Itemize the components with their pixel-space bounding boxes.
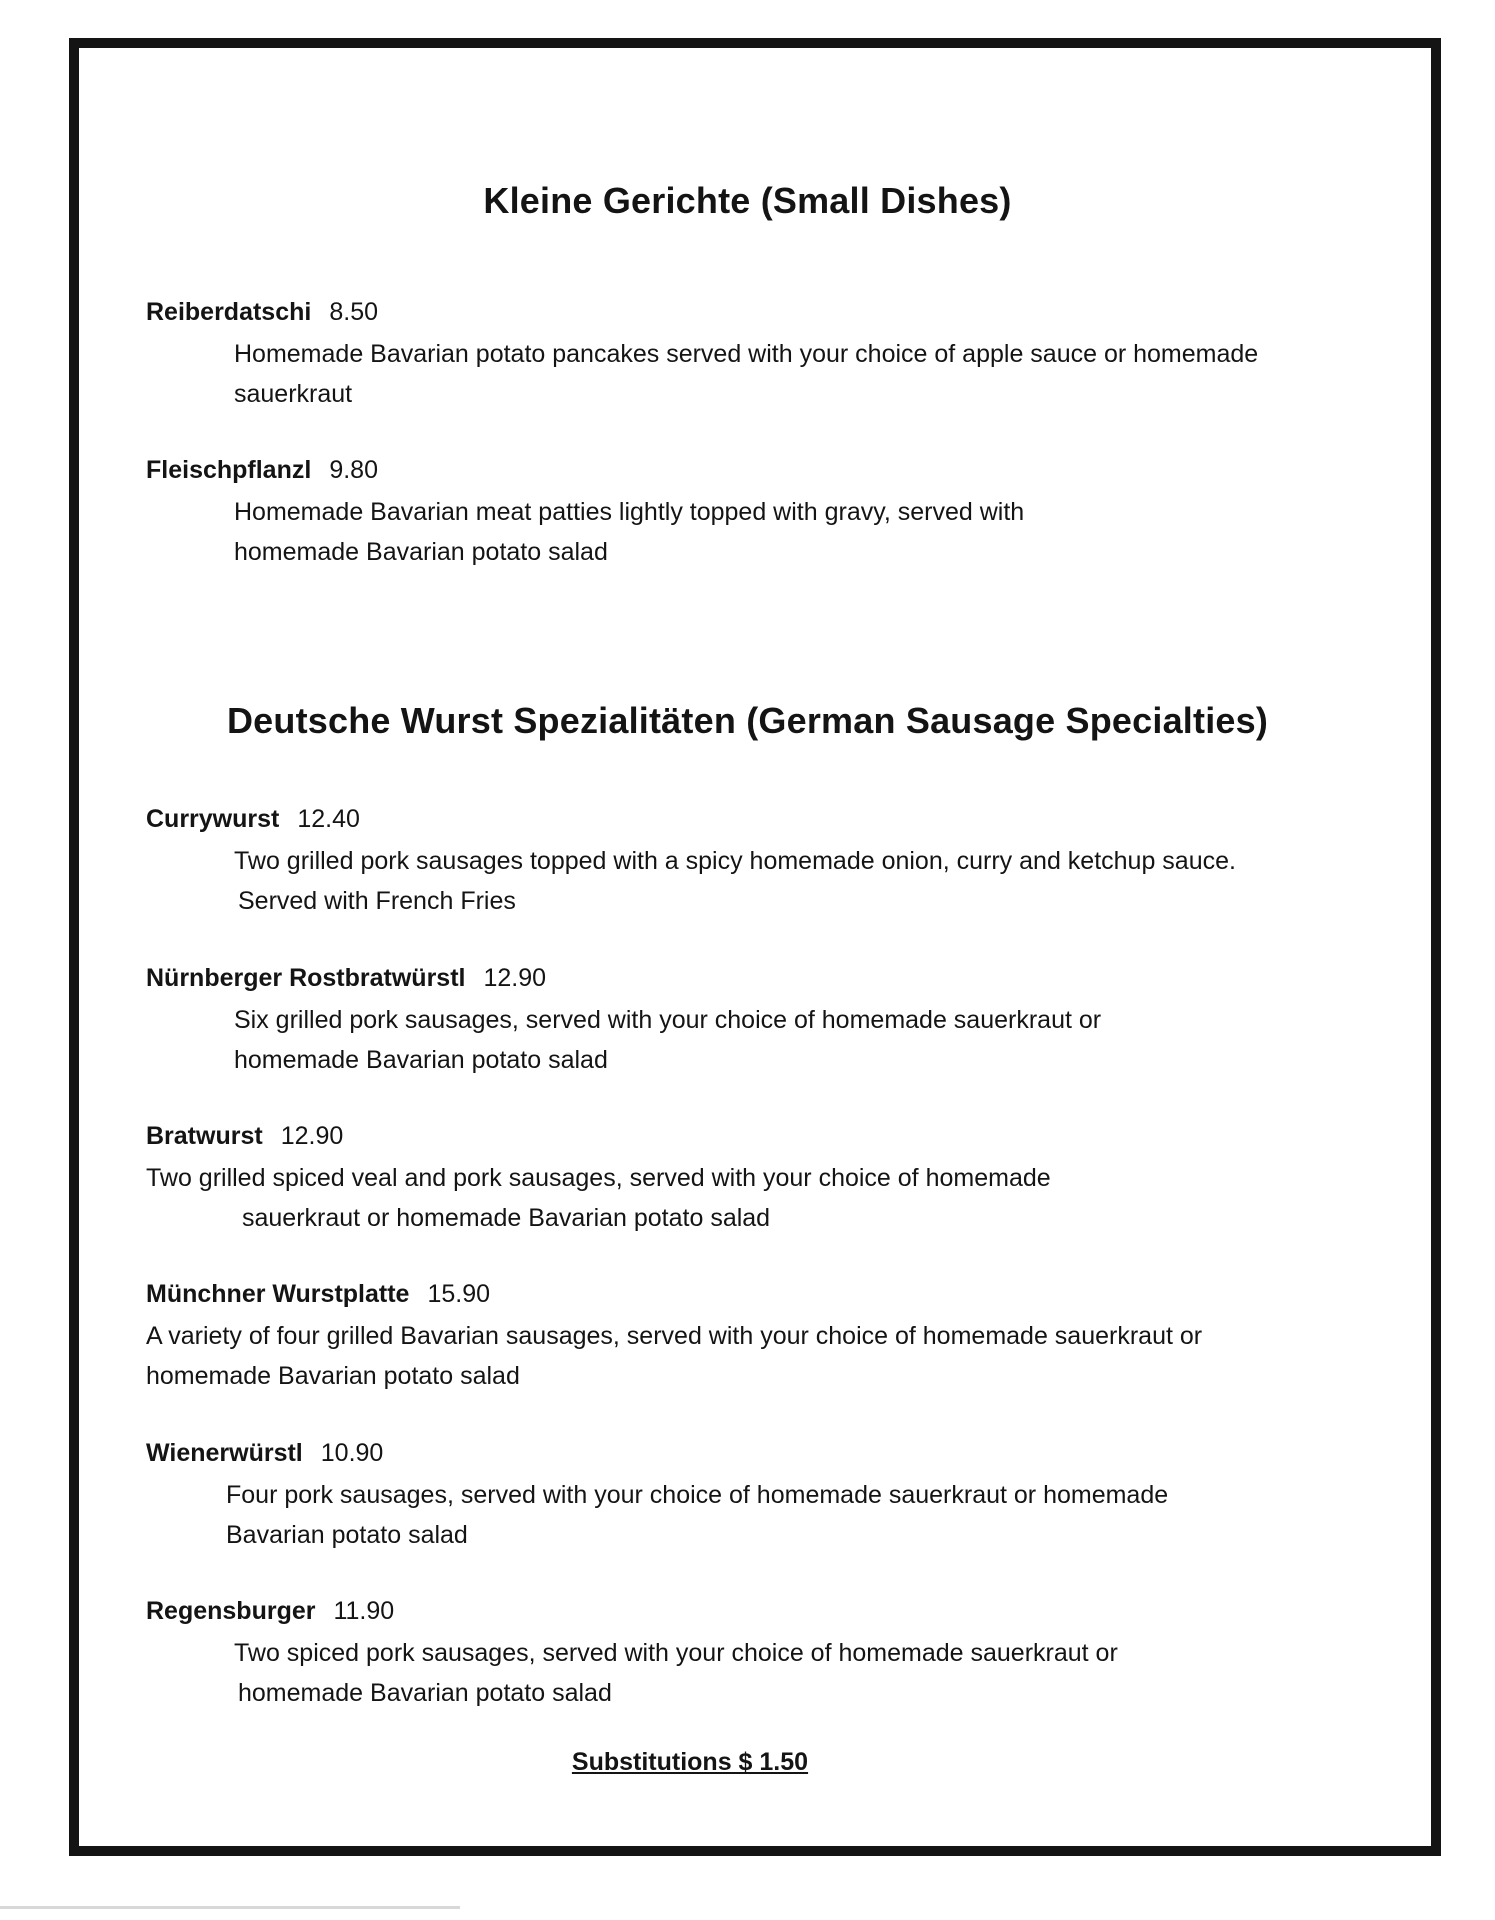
item-description: Four pork sausages, served with your choice of homemade sauerkraut or homemade Bavarian potato salad	[226, 1481, 1169, 1549]
item-price: 11.90	[333, 1597, 395, 1625]
section-title-small-dishes: Kleine Gerichte (Small Dishes)	[483, 180, 1012, 221]
item-price: 12.90	[483, 964, 547, 992]
item-name: Wienerwürstl	[146, 1439, 303, 1467]
item-price: 10.90	[320, 1439, 384, 1467]
item-price: 15.90	[427, 1280, 491, 1308]
item-name: Regensburger	[146, 1597, 316, 1625]
item-name: Bratwurst	[146, 1122, 263, 1150]
item-name: Fleischpflanzl	[146, 456, 312, 484]
substitutions-note: Substitutions $ 1.50	[571, 1748, 809, 1776]
item-description: Six grilled pork sausages, served with your choice of homemade sauerkraut or homemade Bavarian potato salad	[234, 1006, 1102, 1074]
item-name: Reiberdatschi	[146, 298, 312, 326]
item-description: Homemade Bavarian potato pancakes served with your choice of apple sauce or homemade sauerkraut	[234, 340, 1259, 408]
item-price: 12.40	[297, 805, 360, 833]
scan-artifact-line	[0, 1906, 460, 1909]
item-price: 8.50	[329, 298, 379, 326]
item-description: A variety of four grilled Bavarian sausages, served with your choice of homemade sauerkraut or homemade Bavarian potato salad	[146, 1322, 1203, 1390]
section-title-sausage-specialties: Deutsche Wurst Spezialitäten (German Sausage Specialties)	[226, 700, 1269, 741]
item-name: Nürnberger Rostbratwürstl	[146, 964, 466, 992]
item-description: Two spiced pork sausages, served with your choice of homemade sauerkraut or homemade Bavarian potato salad	[234, 1639, 1118, 1707]
item-price: 9.80	[329, 456, 378, 484]
item-description: Two grilled pork sausages topped with a spicy homemade onion, curry and ketchup sauce. Served with French Fries	[234, 847, 1236, 915]
item-price: 12.90	[280, 1122, 344, 1150]
item-description: Two grilled spiced veal and pork sausages, served with your choice of homemade sauerkraut or homemade Bavarian potato salad	[146, 1164, 1051, 1232]
item-name: Currywurst	[146, 805, 280, 833]
item-description: Homemade Bavarian meat patties lightly topped with gravy, served with homemade Bavarian potato salad	[234, 498, 1025, 566]
item-name: Münchner Wurstplatte	[146, 1280, 410, 1308]
